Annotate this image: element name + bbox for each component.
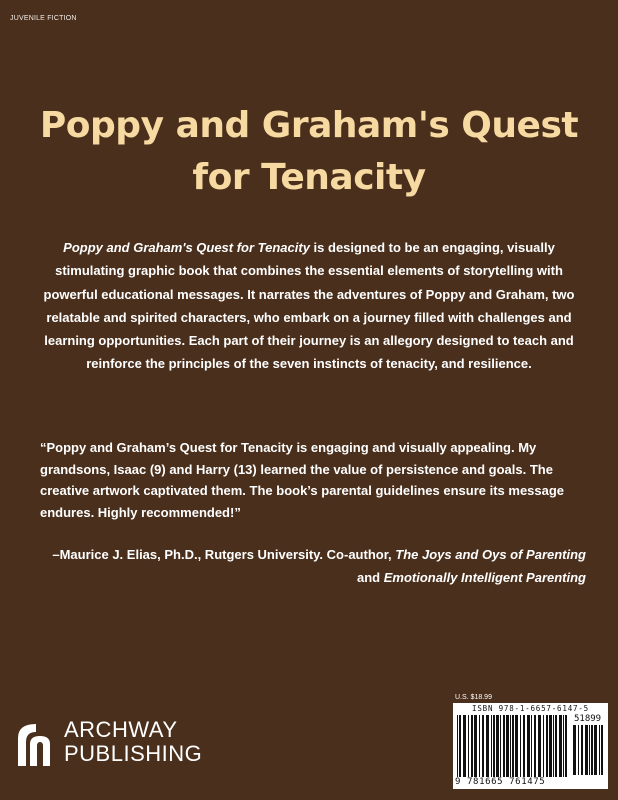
barcode-bar xyxy=(471,715,473,777)
barcode-bar xyxy=(555,715,557,777)
barcode-bar xyxy=(486,715,489,777)
barcode-bar xyxy=(553,715,554,777)
barcode-bar xyxy=(581,725,583,775)
publisher-line-1: ARCHWAY xyxy=(64,717,178,742)
barcode-price-code: 51899 xyxy=(574,714,602,724)
barcode-bar xyxy=(491,715,492,777)
barcode-bar xyxy=(515,715,518,777)
barcode-bar xyxy=(493,715,495,777)
book-title xyxy=(0,100,618,204)
isbn-label: ISBN 978-1-6657-6147-5 xyxy=(472,704,589,713)
book-description xyxy=(40,236,578,376)
attribution-book-2: Emotionally Intelligent Parenting xyxy=(383,570,586,585)
price-label: U.S. $18.99 xyxy=(455,694,492,701)
barcode-bar xyxy=(573,725,576,775)
barcode-bar xyxy=(506,715,509,777)
barcode-bar xyxy=(534,715,536,777)
barcode-bar xyxy=(457,715,458,777)
barcode-bar xyxy=(468,715,469,777)
barcode-bar xyxy=(578,725,579,775)
barcode-bar xyxy=(531,715,532,777)
barcode-bar xyxy=(510,715,511,777)
barcode-bar xyxy=(563,715,564,777)
barcode-bar xyxy=(538,715,541,777)
barcode-bar xyxy=(523,715,525,777)
attribution-connector: and xyxy=(357,570,384,585)
barcode-bar xyxy=(474,715,477,777)
attribution-book-1: The Joys and Oys of Parenting xyxy=(395,547,586,562)
barcode-bar xyxy=(500,715,501,777)
barcode-bar xyxy=(482,715,484,777)
publisher-logo xyxy=(16,716,216,768)
barcode-bar xyxy=(591,725,593,775)
barcode-bar xyxy=(601,725,603,775)
barcode-bar xyxy=(594,725,597,775)
genre-label: JUVENILE FICTION xyxy=(10,15,77,22)
barcode-bar xyxy=(546,715,548,777)
barcode-bar xyxy=(599,725,600,775)
barcode-bar xyxy=(520,715,521,777)
barcode-bar xyxy=(496,715,499,777)
barcode-bar xyxy=(549,715,552,777)
barcode-bar xyxy=(559,715,562,777)
barcode-bar xyxy=(585,725,588,775)
barcode-bar xyxy=(479,715,480,777)
book-title-line-1: Poppy and Graham's Quest xyxy=(39,105,579,146)
barcode-bar xyxy=(589,725,590,775)
review-quote: “Poppy and Graham’s Quest for Tenacity is engaging and visually appealing. My grandsons, Isaac (9) and Harry (13) learned the value of persistence and goals. The creative artwork captivated them. The book’s parental guidelines ensure its message endures. Highly recommended!” xyxy=(40,440,565,520)
barcode-addon-bars xyxy=(573,725,605,775)
isbn-barcode xyxy=(453,703,608,789)
book-title-line-2: for Tenacity xyxy=(192,157,426,198)
publisher-line-2: PUBLISHING xyxy=(64,741,203,766)
barcode-bar xyxy=(503,715,505,777)
barcode-bar xyxy=(463,715,466,777)
barcode-digits: 9 781665 761475 xyxy=(455,777,546,787)
barcode-bar xyxy=(512,715,514,777)
barcode-bars xyxy=(457,715,569,777)
barcode-bar xyxy=(565,715,567,777)
description-text: is designed to be an engaging, visually stimulating graphic book that combines the essential elements of storytelling with powerful educational messages. It narrates the adventures of Poppy and Graham, two relatable and spirited characters, who embark on a journey filled with challenges and learning opportunities. Each part of their journey is an allegory designed to teach and reinforce the principles of the seven instincts of tenacity, and resilience. xyxy=(43,240,575,372)
barcode-bar xyxy=(543,715,544,777)
barcode-bar xyxy=(527,715,530,777)
attribution-name: –Maurice J. Elias, Ph.D., Rutgers University. Co-author, xyxy=(52,547,396,562)
review-attribution xyxy=(40,543,586,589)
barcode-bar xyxy=(459,715,461,777)
description-italic-title: Poppy and Graham's Quest for Tenacity xyxy=(63,240,310,255)
archway-arch-icon xyxy=(16,720,56,766)
publisher-name xyxy=(64,718,202,766)
